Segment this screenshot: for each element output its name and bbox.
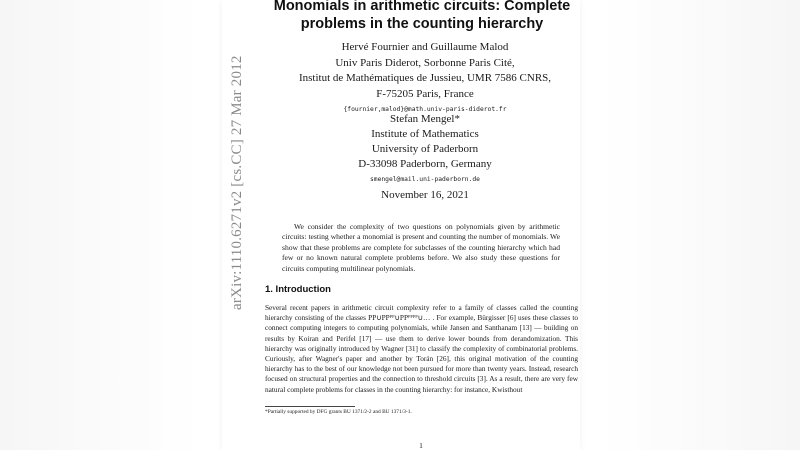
introduction-paragraph: Several recent papers in arithmetic circuit complexity refer to a family of classes called the counting hierarchy consisting of the classes PP∪PPᴾᴾ∪PPᴾᴾᴾᴾ∪… . For example, Bürgisser [6] uses these classes to connect computing integers to computing polynomials, while Jansen and Santhanam [13] — building on results by Koiran and Perifel [17] — use them to derive lower bounds from derandomization. This hierarchy was originally introduced by Wagner [31] to classify the complexity of combinatorial problems. Curiously, after Wagner's paper and another by Torán [26], this original motivation of the counting hierarchy has to the best of our knowledge not been pursued for more than twenty years. Instead, research focused on structural properties and the connection to threshold circuits [3]. As a result, there are very few natural complete problems for classes in the counting hierarchy: for instance, Kwisthout (265, 303, 578, 394)
author-2-name: Stefan Mengel* (390, 113, 460, 125)
paper-date: November 16, 2021 (381, 189, 469, 201)
author-address: F-75205 Paris, France (376, 88, 474, 100)
author-2-affiliation-1: Institute of Mathematics (371, 128, 479, 140)
author-affiliation-2: Institut de Mathématiques de Jussieu, UMR 7586 CNRS, (298, 72, 552, 84)
abstract: We consider the complexity of two questions on polynomials given by arithmetic circuits: testing whether a monomial is present and counting the number of monomials. We show that these problems are complete for subclasses of the counting hierarchy which had few or no known natural complete problems before. We also study these questions for circuits computing multilinear polynomials. (282, 222, 560, 273)
footnote-divider (265, 406, 355, 407)
arxiv-identifier: arXiv:1110.6271v2 [cs.CC] 27 Mar 2012 (229, 55, 245, 310)
page-number: 1 (419, 441, 423, 450)
author-2-address: D-33098 Paderborn, Germany (358, 158, 492, 170)
author-2-affiliation-2: University of Paderborn (371, 143, 479, 155)
author-email-2: smengel@mail.uni-paderborn.de (370, 176, 480, 183)
footnote: *Partially supported by DFG grants BU 1371/2-2 and BU 1371/3-1. (265, 409, 412, 415)
author-email-1: {fournier,malod}@math.univ-paris-diderot.fr (343, 106, 507, 113)
author-affiliation-1: Univ Paris Diderot, Sorbonne Paris Cité, (335, 57, 515, 69)
author-names: Hervé Fournier and Guillaume Malod (341, 41, 509, 53)
section-heading-introduction: 1. Introduction (265, 284, 331, 295)
paper-title: Monomials in arithmetic circuits: Complete problems in the counting hierarchy (273, 0, 571, 32)
